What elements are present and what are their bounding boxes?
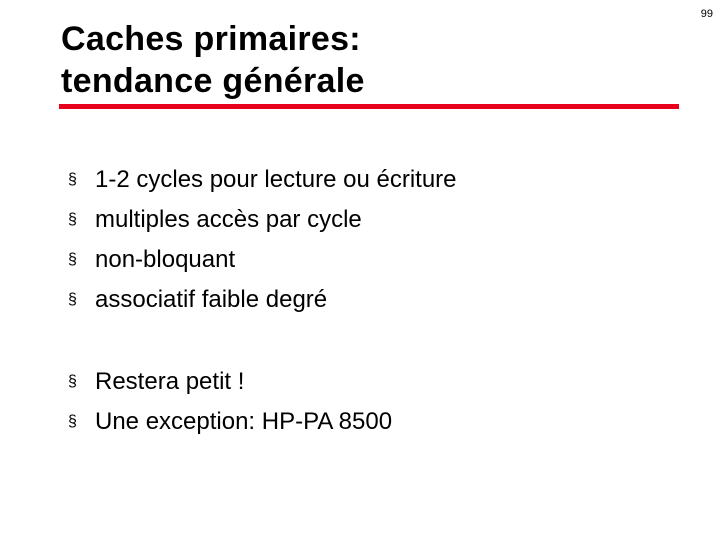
bullet-text: non-bloquant [95, 246, 236, 273]
slide-title-line-2: tendance générale [61, 62, 365, 100]
bullet-text: multiples accès par cycle [95, 206, 362, 233]
bullet-text: Une exception: HP-PA 8500 [95, 408, 393, 435]
bullet-marker-icon: § [68, 373, 77, 390]
page-number: 99 [700, 8, 713, 20]
slide-title [61, 18, 365, 102]
slide-title-line-1: Caches primaires: [61, 20, 361, 58]
bullet-marker-icon: § [68, 291, 77, 308]
bullet-marker-icon: § [68, 413, 77, 430]
bullet-marker-icon: § [68, 211, 77, 228]
bullet-text: 1-2 cycles pour lecture ou écriture [95, 166, 457, 193]
bullet-marker-icon: § [68, 171, 77, 188]
bullet-text: Restera petit ! [95, 368, 245, 395]
bullet-text: associatif faible degré [95, 286, 328, 313]
title-underline-rule [59, 104, 679, 109]
bullet-marker-icon: § [68, 251, 77, 268]
